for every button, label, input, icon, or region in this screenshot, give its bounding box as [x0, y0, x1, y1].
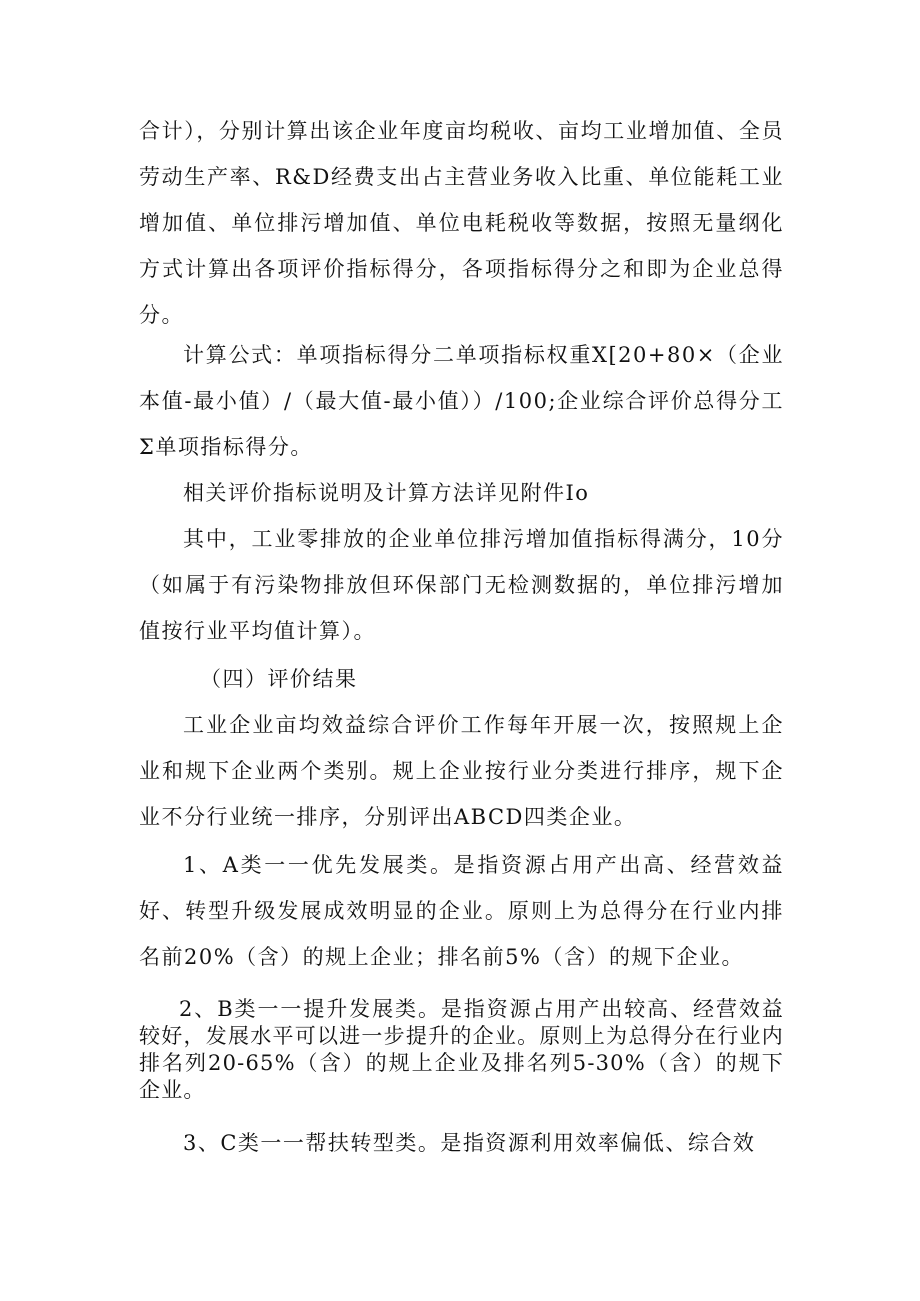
paragraph-class-c: 3、C类一一帮扶转型类。是指资源利用效率偏低、综合效: [183, 1131, 756, 1155]
section-heading-evaluation-results: （四）评价结果: [200, 667, 358, 691]
paragraph-calculation-method: 合计），分别计算出该企业年度亩均税收、亩均工业增加值、全员劳动生产率、R&D经费支出占主营业务收入比重、单位能耗工业增加值、单位排污增加值、单位电耗税收等数据，按照无量纲化方式计算出各项评价指标得分，各项指标得分之和即为企业总得分。: [139, 119, 784, 327]
paragraph-evaluation-overview: 工业企业亩均效益综合评价工作每年开展一次，按照规上企业和规下企业两个类别。规上企业按行业分类进行排序，规下企业不分行业统一排序，分别评出ABCD四类企业。: [139, 713, 784, 829]
paragraph-class-b: 2、B类一一提升发展类。是指资源占用产出较高、经营效益较好，发展水平可以进一步提升的企业。原则上为总得分在行业内排名列20-65%（含）的规上企业及排名列5-30%（含）的规下企业。: [139, 997, 784, 1102]
paragraph-appendix-reference: 相关评价指标说明及计算方法详见附件Io: [183, 481, 590, 505]
paragraph-zero-emission: 其中，工业零排放的企业单位排污增加值指标得满分，10分（如属于有污染物排放但环保部门无检测数据的，单位排污增加值按行业平均值计算）。: [139, 527, 784, 643]
paragraph-class-a: 1、A类一一优先发展类。是指资源占用产出高、经营效益好、转型升级发展成效明显的企业。原则上为总得分在行业内排名前20%（含）的规上企业；排名前5%（含）的规下企业。: [139, 853, 784, 969]
paragraph-formula: 计算公式：单项指标得分二单项指标权重X[20+80×（企业本值-最小值）/（最大值-最小值））/100;企业综合评价总得分工Σ单项指标得分。: [139, 343, 784, 459]
